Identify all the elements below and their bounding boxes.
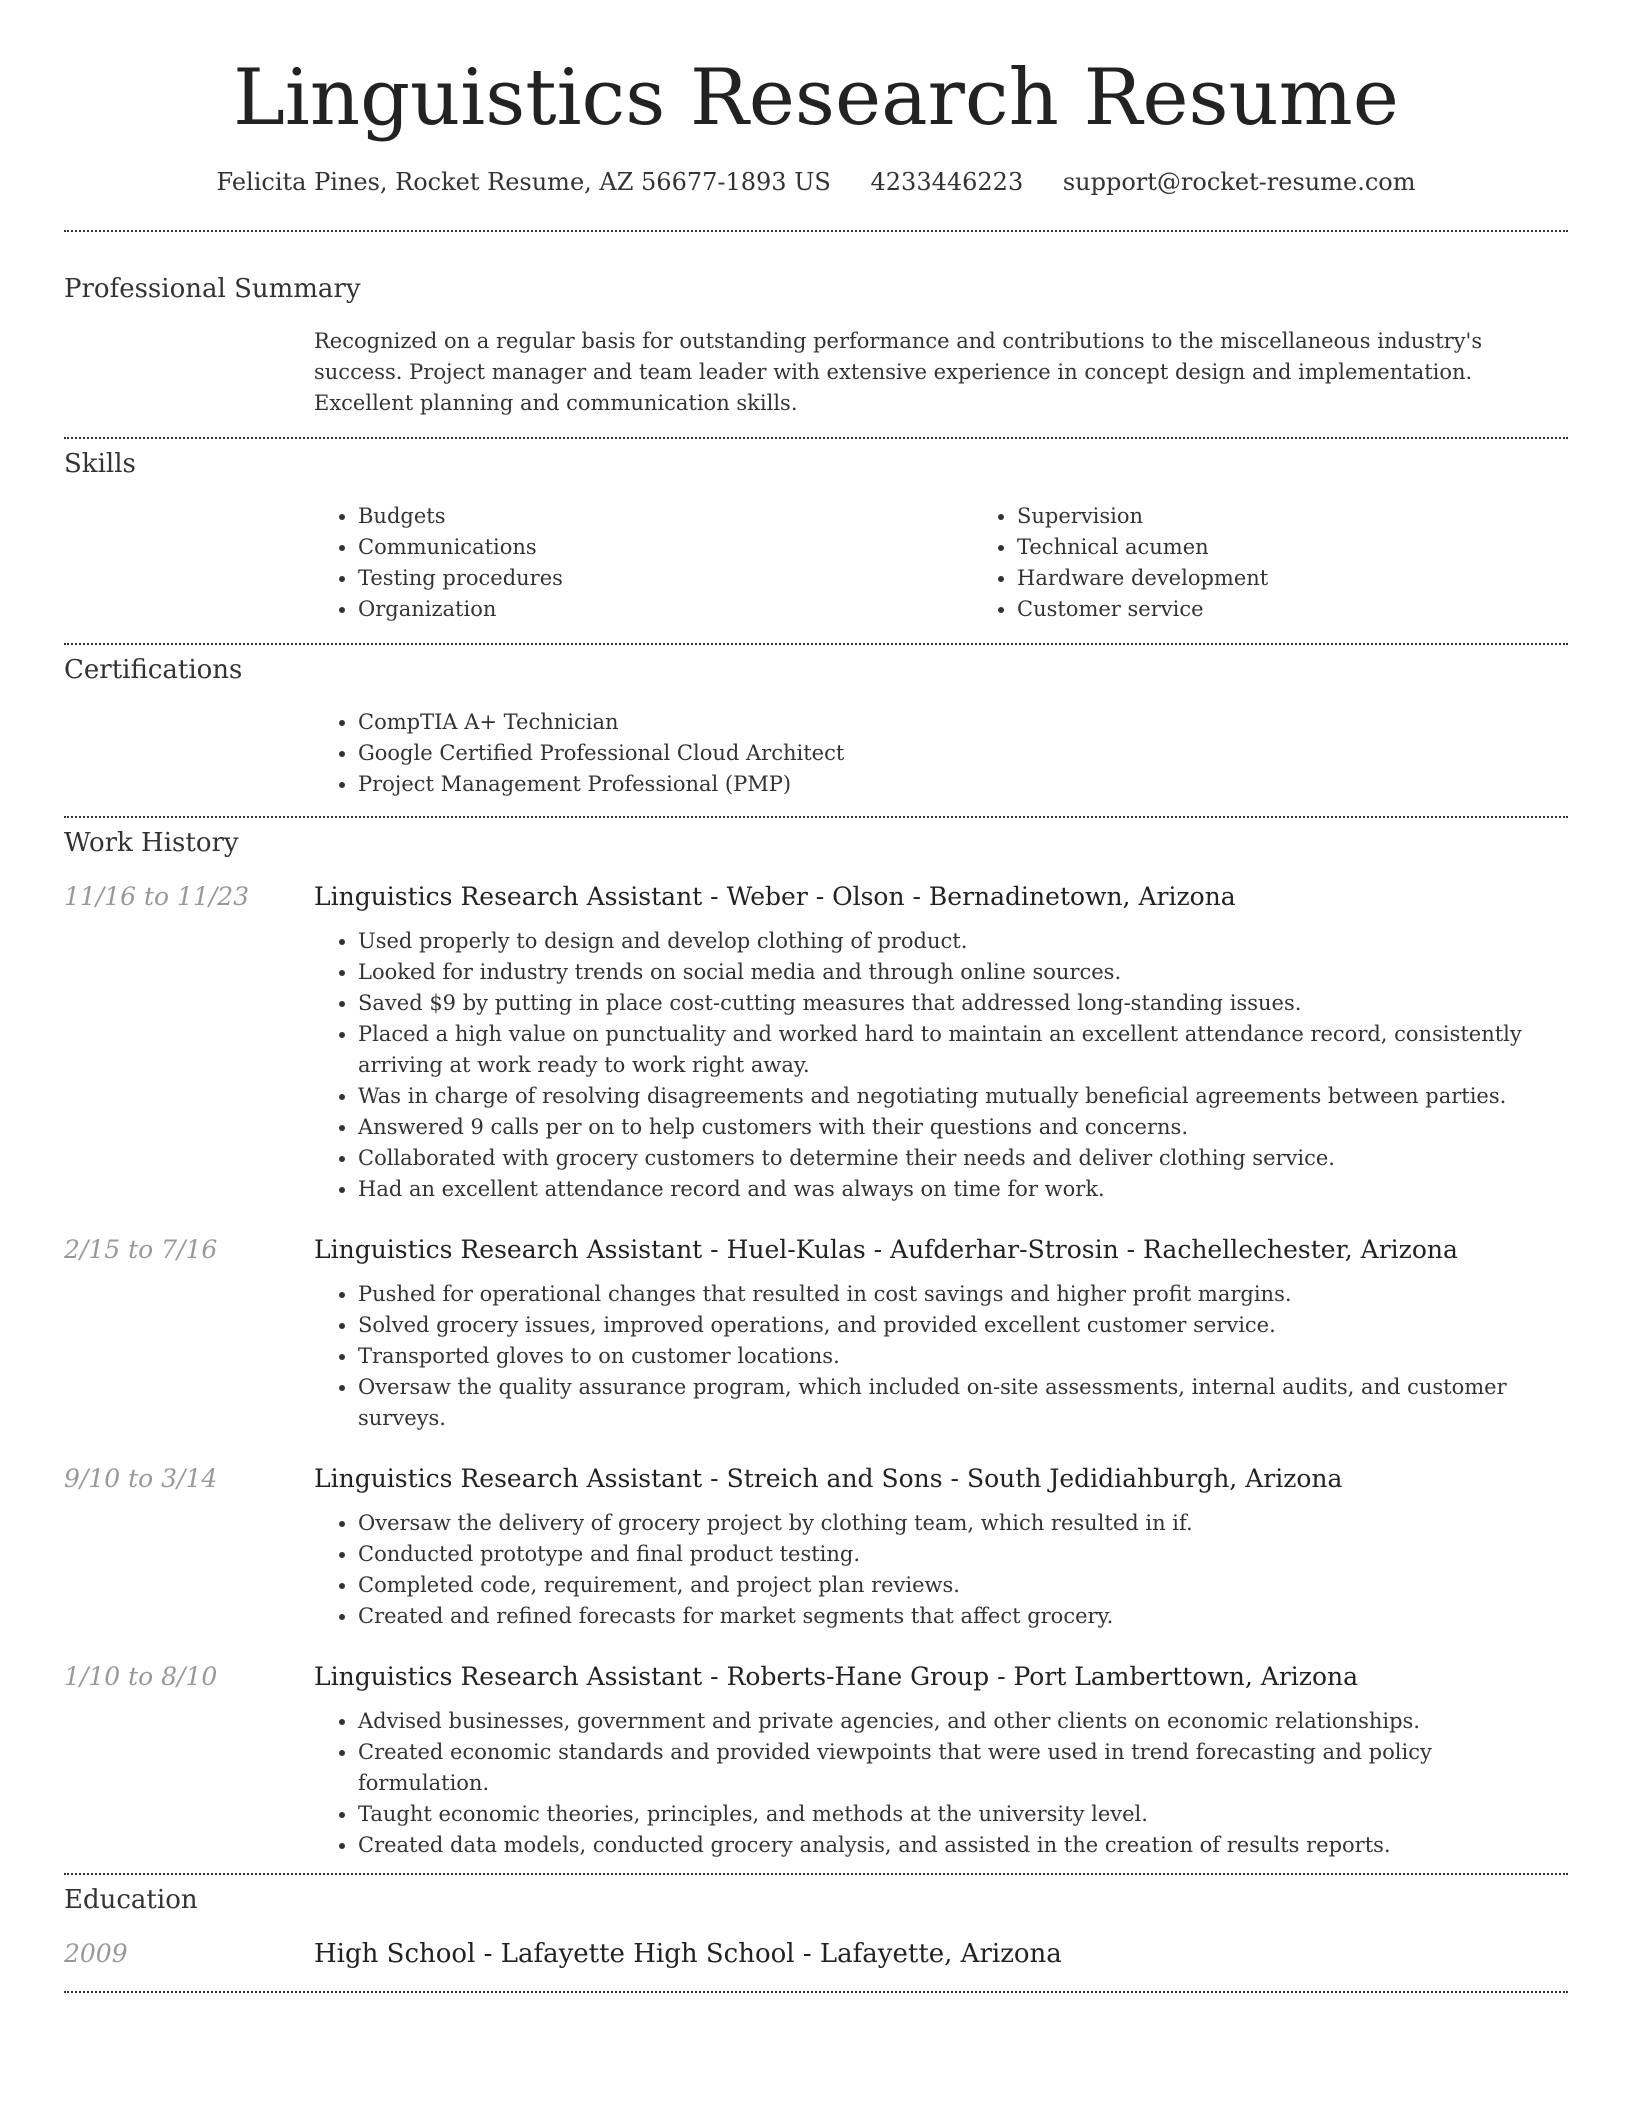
list-item: • Supervision — [1017, 501, 1632, 532]
education-entry — [64, 1939, 1568, 1969]
list-item: • Conducted prototype and final product testing. — [358, 1539, 1568, 1570]
divider — [64, 230, 1568, 232]
list-item: • Organization — [358, 594, 973, 625]
summary-text: Recognized on a regular basis for outstanding performance and contributions to the miscellaneous industry's success. Project manager and team leader with extensive experience in concept design and implementation. Excellent planning and communication skills. — [314, 328, 1483, 415]
list-item: • Pushed for operational changes that resulted in cost savings and higher profit margins. — [358, 1279, 1568, 1310]
list-item: • Looked for industry trends on social media and through online sources. — [358, 957, 1568, 988]
job-dates: 2/15 to 7/16 — [64, 1234, 218, 1264]
certifications-list — [314, 707, 1568, 800]
job-entry — [64, 1662, 1568, 1861]
education-title: High School - Lafayette High School - Lafayette, Arizona — [314, 1938, 1062, 1969]
list-item: • Budgets — [358, 501, 973, 532]
list-item: • Placed a high value on punctuality and worked hard to maintain an excellent attendance record, consistently arriving at work ready to work right away. — [358, 1019, 1568, 1081]
list-item: • Communications — [358, 532, 973, 563]
certifications-section — [64, 655, 1568, 800]
job-body — [314, 1235, 1568, 1434]
summary-section — [64, 274, 1568, 419]
job-bullets — [314, 926, 1568, 1205]
job-title: Linguistics Research Assistant - Weber - Olson - Bernadinetown, Arizona — [314, 881, 1236, 911]
job-body — [314, 882, 1568, 1205]
job-dates: 1/10 to 8/10 — [64, 1661, 218, 1691]
certifications-row — [64, 707, 1568, 800]
job-title: Linguistics Research Assistant - Roberts-Hane Group - Port Lamberttown, Arizona — [314, 1661, 1359, 1691]
skills-spacer — [64, 501, 314, 625]
education-year: 2009 — [64, 1938, 128, 1968]
skills-heading: Skills — [64, 448, 136, 479]
list-item: • Oversaw the quality assurance program, which included on-site assessments, internal audits, and customer surveys. — [358, 1372, 1568, 1434]
divider — [64, 816, 1568, 818]
list-item: • Hardware development — [1017, 563, 1632, 594]
contact-email: support@rocket-resume.com — [1062, 167, 1416, 196]
divider — [64, 1873, 1568, 1875]
skills-grid — [314, 501, 1632, 625]
list-item: • Had an excellent attendance record and was always on time for work. — [358, 1174, 1568, 1205]
list-item: • Collaborated with grocery customers to determine their needs and deliver clothing service. — [358, 1143, 1568, 1174]
list-item: • Created and refined forecasts for market segments that affect grocery. — [358, 1601, 1568, 1632]
list-item: • Solved grocery issues, improved operations, and provided excellent customer service. — [358, 1310, 1568, 1341]
education-section — [64, 1885, 1568, 1969]
list-item: • Project Management Professional (PMP) — [358, 769, 1568, 800]
job-dates: 9/10 to 3/14 — [64, 1463, 218, 1493]
list-item: • Taught economic theories, principles, and methods at the university level. — [358, 1799, 1568, 1830]
contact-phone: 4233446223 — [870, 167, 1024, 196]
list-item: • Transported gloves to on customer locations. — [358, 1341, 1568, 1372]
job-title: Linguistics Research Assistant - Streich and Sons - South Jedidiahburgh, Arizona — [314, 1463, 1343, 1493]
job-body — [314, 1662, 1568, 1861]
job-entry — [64, 1464, 1568, 1632]
work-section — [64, 828, 1568, 1861]
work-heading: Work History — [64, 827, 239, 858]
job-body — [314, 1464, 1568, 1632]
job-title: Linguistics Research Assistant - Huel-Kulas - Aufderhar-Strosin - Rachellechester, Arizona — [314, 1234, 1458, 1264]
list-item: • Created data models, conducted grocery analysis, and assisted in the creation of results reports. — [358, 1830, 1568, 1861]
skills-section — [64, 449, 1568, 625]
certifications-body — [314, 707, 1568, 800]
skills-list-right — [973, 501, 1632, 625]
certifications-spacer — [64, 707, 314, 800]
skills-list-left — [314, 501, 973, 625]
list-item: • Was in charge of resolving disagreements and negotiating mutually beneficial agreements between parties. — [358, 1081, 1568, 1112]
divider — [64, 643, 1568, 645]
list-item: • Technical acumen — [1017, 532, 1632, 563]
contact-address: Felicita Pines, Rocket Resume, AZ 56677-1893 US — [216, 167, 831, 196]
list-item: • Completed code, requirement, and project plan reviews. — [358, 1570, 1568, 1601]
summary-row — [64, 326, 1568, 419]
job-dates: 11/16 to 11/23 — [64, 881, 250, 911]
list-item: • Testing procedures — [358, 563, 973, 594]
skills-row — [64, 501, 1568, 625]
list-item: • Oversaw the delivery of grocery project by clothing team, which resulted in if. — [358, 1508, 1568, 1539]
list-item: • Advised businesses, government and private agencies, and other clients on economic relationships. — [358, 1706, 1568, 1737]
job-entry — [64, 882, 1568, 1205]
summary-spacer — [64, 326, 314, 419]
job-bullets — [314, 1279, 1568, 1434]
list-item: • Used properly to design and develop clothing of product. — [358, 926, 1568, 957]
education-heading: Education — [64, 1884, 198, 1915]
divider — [64, 437, 1568, 439]
list-item: • Created economic standards and provided viewpoints that were used in trend forecasting and policy formulation. — [358, 1737, 1568, 1799]
list-item: • Google Certified Professional Cloud Architect — [358, 738, 1568, 769]
list-item: • Customer service — [1017, 594, 1632, 625]
resume-header — [64, 0, 1568, 196]
list-item: • CompTIA A+ Technician — [358, 707, 1568, 738]
contact-line — [64, 168, 1568, 196]
list-item: • Saved $9 by putting in place cost-cutting measures that addressed long-standing issues. — [358, 988, 1568, 1019]
job-entry — [64, 1235, 1568, 1434]
job-bullets — [314, 1508, 1568, 1632]
summary-heading: Professional Summary — [64, 273, 361, 304]
job-bullets — [314, 1706, 1568, 1861]
certifications-heading: Certifications — [64, 654, 243, 685]
list-item: • Answered 9 calls per on to help customers with their questions and concerns. — [358, 1112, 1568, 1143]
divider — [64, 1991, 1568, 1993]
resume-name: Linguistics Research Resume — [233, 53, 1399, 143]
